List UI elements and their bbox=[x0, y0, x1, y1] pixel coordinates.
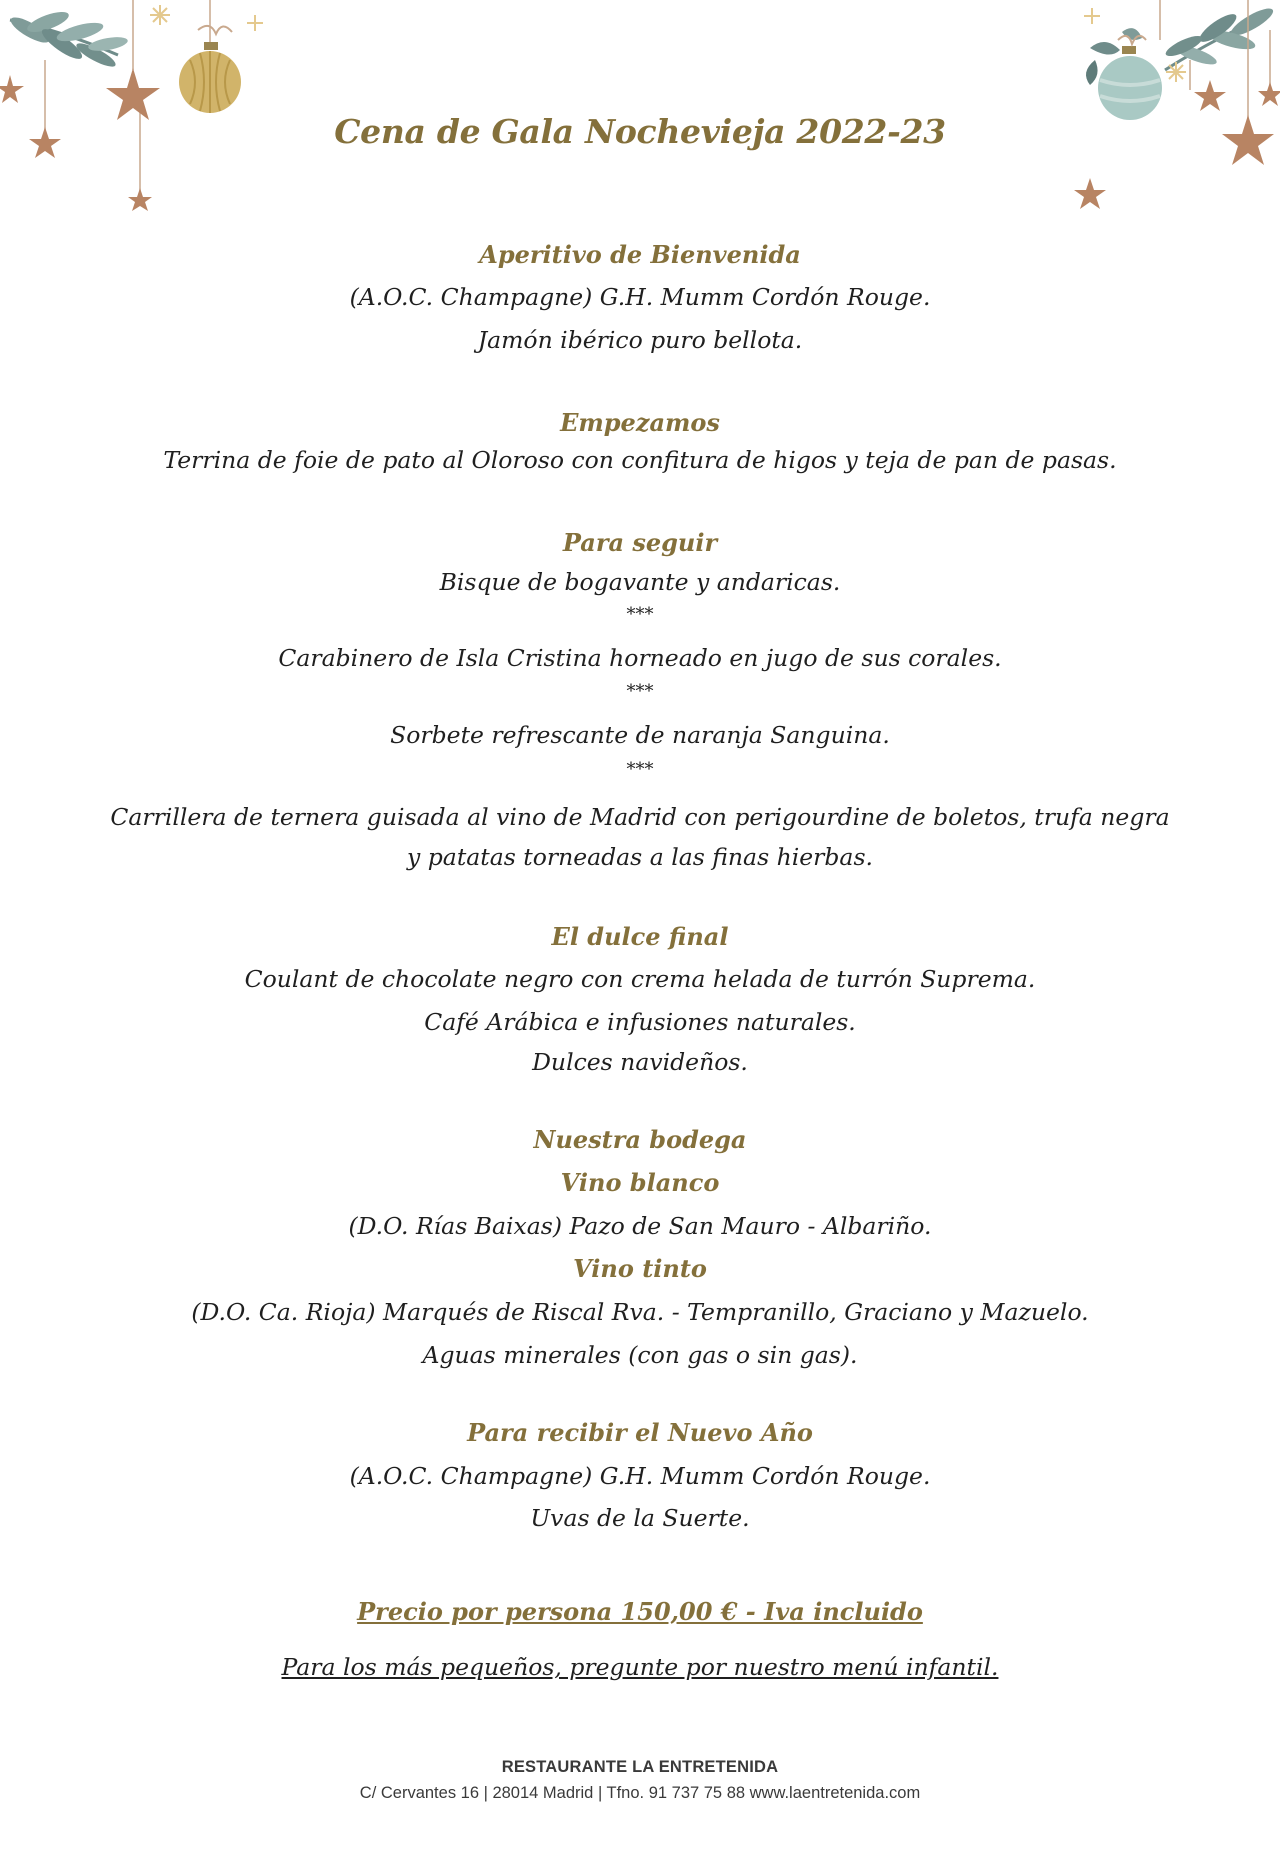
price-per-person: Precio por persona 150,00 € - Iva incluido bbox=[357, 1597, 923, 1626]
section-heading-nuevo-ano: Para recibir el Nuevo Año bbox=[467, 1418, 813, 1447]
menu-line: Jamón ibérico puro bellota. bbox=[477, 326, 803, 354]
menu-line: Sorbete refrescante de naranja Sanguina. bbox=[390, 721, 890, 749]
leaf-branch-icon bbox=[1163, 4, 1276, 70]
section-heading-bodega: Nuestra bodega bbox=[533, 1125, 747, 1154]
menu-line: Coulant de chocolate negro con crema helada de turrón Suprema. bbox=[244, 965, 1036, 993]
separator: *** bbox=[626, 604, 654, 625]
menu-line: Dulces navideños. bbox=[532, 1048, 748, 1076]
footer-address: C/ Cervantes 16 | 28014 Madrid | Tfno. 91 737 75 88 www.laentretenida.com bbox=[359, 1784, 921, 1802]
separator: *** bbox=[626, 759, 654, 780]
menu-line: (D.O. Ca. Rioja) Marqués de Riscal Rva. - Tempranillo, Graciano y Mazuelo. bbox=[191, 1298, 1089, 1326]
menu-line: (A.O.C. Champagne) G.H. Mumm Cordón Rouge. bbox=[349, 1462, 931, 1490]
subheading-vino-blanco: Vino blanco bbox=[560, 1168, 720, 1197]
snowflake-icon bbox=[150, 5, 263, 31]
menu-line: y patatas torneadas a las finas hierbas. bbox=[407, 843, 873, 871]
menu-line: Terrina de foie de pato al Oloroso con confitura de higos y teja de pan de pasas. bbox=[163, 446, 1117, 474]
menu-line: (A.O.C. Champagne) G.H. Mumm Cordón Rouge. bbox=[349, 283, 931, 311]
subheading-vino-tinto: Vino tinto bbox=[573, 1254, 707, 1283]
menu-line: Uvas de la Suerte. bbox=[530, 1504, 750, 1532]
menu-line: (D.O. Rías Baixas) Pazo de San Mauro - Albariño. bbox=[348, 1212, 932, 1240]
section-heading-aperitivo: Aperitivo de Bienvenida bbox=[479, 240, 801, 269]
menu-line: Aguas minerales (con gas o sin gas). bbox=[422, 1341, 858, 1369]
menu-line: Carrillera de ternera guisada al vino de Madrid con perigourdine de boletos, trufa negra bbox=[110, 803, 1170, 831]
menu-line: Carabinero de Isla Cristina horneado en jugo de sus corales. bbox=[278, 644, 1002, 672]
kids-menu-note: Para los más pequeños, pregunte por nuestro menú infantil. bbox=[281, 1653, 999, 1681]
menu-line: Café Arábica e infusiones naturales. bbox=[424, 1008, 856, 1036]
menu-line: Bisque de bogavante y andaricas. bbox=[439, 568, 841, 596]
section-heading-para-seguir: Para seguir bbox=[562, 528, 718, 557]
section-heading-dulce-final: El dulce final bbox=[551, 922, 729, 951]
leaf-branch-icon bbox=[7, 8, 128, 71]
footer-restaurant-name: RESTAURANTE LA ENTRETENIDA bbox=[501, 1758, 779, 1776]
section-heading-empezamos: Empezamos bbox=[560, 408, 720, 437]
menu-title: Cena de Gala Nochevieja 2022-23 bbox=[334, 112, 946, 151]
separator: *** bbox=[626, 681, 654, 702]
